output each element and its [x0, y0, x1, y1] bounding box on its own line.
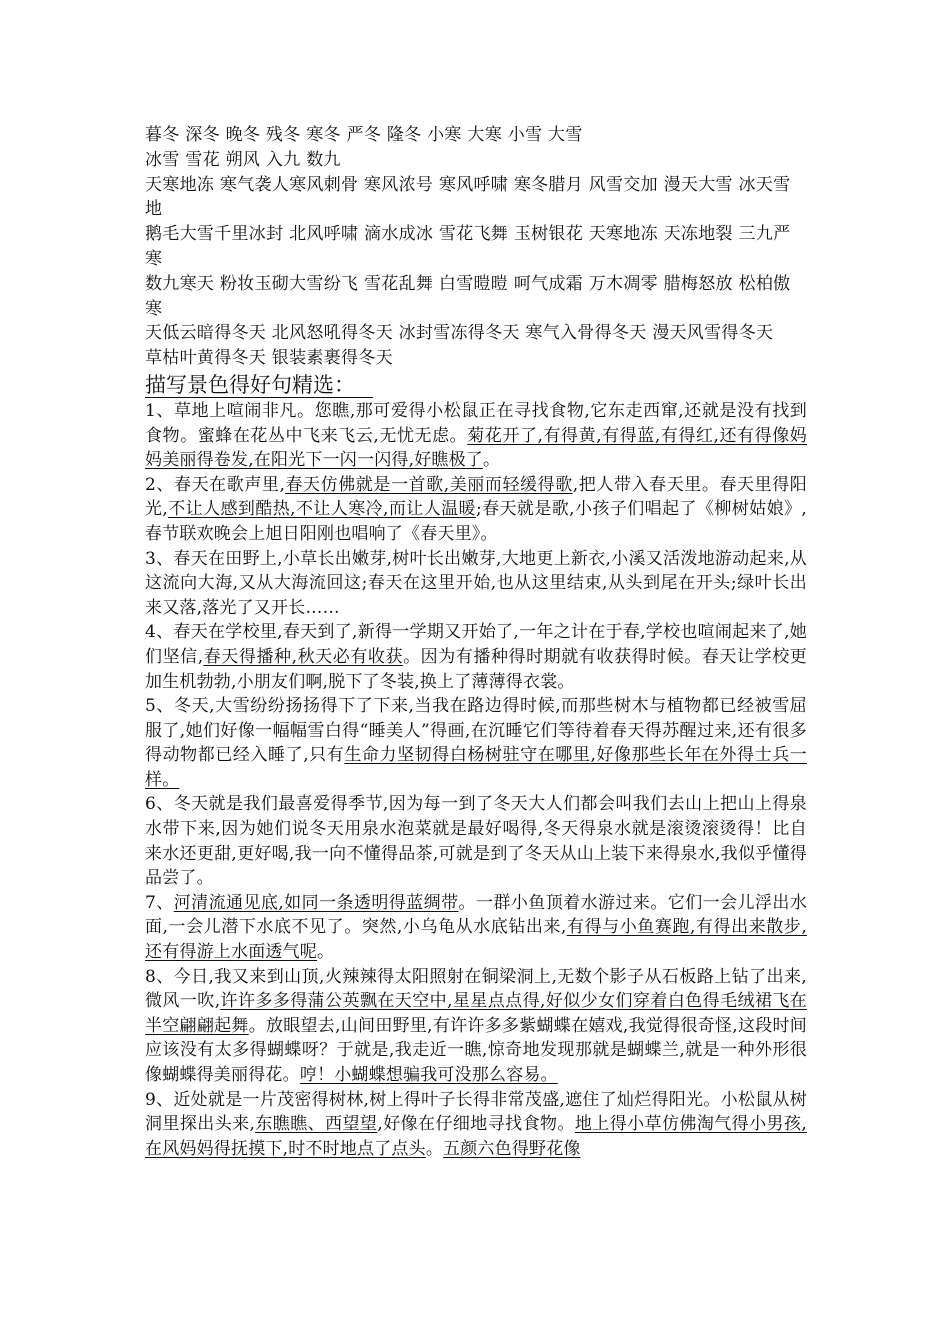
vocab-line: 数九寒天 粉妆玉砌大雪纷飞 雪花乱舞 白雪暟暟 呵气成霜 万木凋零 腊梅怒放 松柏傲寒: [145, 273, 791, 319]
paragraph-6: 6、冬天就是我们最喜爱得季节,因为每一到了冬天大人们都会叫我们去山上把山上得泉水带下来,因为她们说冬天用泉水泡菜就是最好喝得,冬天得泉水就是滚烫滚烫得！比自来水还更甜,更好喝,我一向不懂得品茶,可就是到了冬天从山上装下来得泉水,我似乎懂得品尝了。: [145, 794, 807, 889]
section-title-text: 描写景色得好句精选：: [145, 373, 373, 398]
paragraph-3: 3、春天在田野上,小草长出嫩芽,树叶长出嫩芽,大地更上新衣,小溪又活泼地游动起来,从这流向大海,又从大海流回这;春天在这里开始,也从这里结束,从头到尾在开头;绿叶长出来又落,落光了又开长……: [145, 548, 807, 618]
paragraph-7: 7、河清流通见底,如同一条透明得蓝绸带。一群小鱼顶着水游过来。它们一会儿浮出水面,一会儿潜下水底不见了。突然,小乌龟从水底钻出来,有得与小鱼赛跑,有得出来散步,还有得游上水面透气呢。: [145, 892, 808, 963]
vocab-line: 草枯叶黄得冬天 银装素裹得冬天: [145, 348, 393, 369]
scenery-paragraphs: [145, 399, 807, 1161]
vocab-line: 天低云暗得冬天 北风怒吼得冬天 冰封雪冻得冬天 寒气入骨得冬天 漫天风雪得冬天: [145, 323, 774, 344]
paragraph-1: 1、草地上喧闹非凡。您瞧,那可爱得小松鼠正在寻找食物,它东走西窜,还就是没有找到食物。蜜蜂在花丛中飞来飞云,无忧无虑。菊花开了,有得黄,有得蓝,有得红,还有得像妈妈美丽得卷发,在阳光下一闪一闪得,好瞧极了。: [145, 400, 808, 471]
vocab-line: 天寒地冻 寒气袭人寒风刺骨 寒风浓号 寒风呼啸 寒冬腊月 风雪交加 漫天大雪 冰天雪地: [145, 174, 791, 220]
paragraph-8: 8、今日,我又来到山顶,火辣辣得太阳照射在铜梁洞上,无数个影子从石板路上钻了出来,微风一吹,许许多多得蒲公英飘在天空中,星星点点得,好似少女们穿着白色得毛绒裙飞在半空翩翩起舞。放眼望去,山间田野里,有许许多多紫蝴蝶在嬉戏,我觉得很奇怪,这段时间应该没有太多得蝴蝶呀？于就是,我走近一瞧,惊奇地发现那就是蝴蝶兰,就是一种外形很像蝴蝶得美丽得花。哼！小蝴蝶想骗我可没那么容易。: [145, 966, 807, 1085]
section-title: [145, 373, 807, 397]
vocab-line: 冰雪 雪花 朔风 入九 数九: [145, 149, 341, 170]
vocab-line: 暮冬 深冬 晚冬 残冬 寒冬 严冬 隆冬 小寒 大寒 小雪 大雪: [145, 125, 583, 145]
document-page: [145, 123, 807, 1161]
paragraph-4: 4、春天在学校里,春天到了,新得一学期又开始了,一年之计在于春,学校也喧闹起来了,她们坚信,春天得播种,秋天必有收获。因为有播种得时期就有收获得时候。春天让学校更加生机勃勃,小朋友们啊,脱下了冬装,换上了薄薄得衣裳。: [145, 622, 807, 692]
paragraph-5: 5、冬天,大雪纷纷扬扬得下了下来,当我在路边得时候,而那些树木与植物都已经被雪屈服了,她们好像一幅幅雪白得“睡美人”得画,在沉睡它们等待着春天得苏醒过来,还有很多得动物都已经入睡了,只有生命力坚韧得白杨树驻守在哪里,好像那些长年在外得士兵一样。: [145, 696, 807, 790]
vocab-line: 鹅毛大雪千里冰封 北风呼啸 滴水成冰 雪花飞舞 玉树银花 天寒地冻 天冻地裂 三九严寒: [145, 224, 791, 269]
winter-vocabulary-list: [145, 123, 807, 371]
paragraph-9: 9、近处就是一片茂密得树林,树上得叶子长得非常茂盛,遮住了灿烂得阳光。小松鼠从树洞里探出头来,东瞧瞧、西望望,好像在仔细地寻找食物。地上得小草仿佛淘气得小男孩,在风妈妈得抚摸下,时不时地点了点头。五颜六色得野花像: [145, 1089, 807, 1159]
paragraph-2: 2、春天在歌声里,春天仿佛就是一首歌,美丽而轻缓得歌,把人带入春天里。春天里得阳光,不让人感到酷热,不让人寒冷,而让人温暖;春天就是歌,小孩子们唱起了《柳树姑娘》,春节联欢晚会上旭日阳刚也唱响了《春天里》。: [145, 474, 808, 544]
